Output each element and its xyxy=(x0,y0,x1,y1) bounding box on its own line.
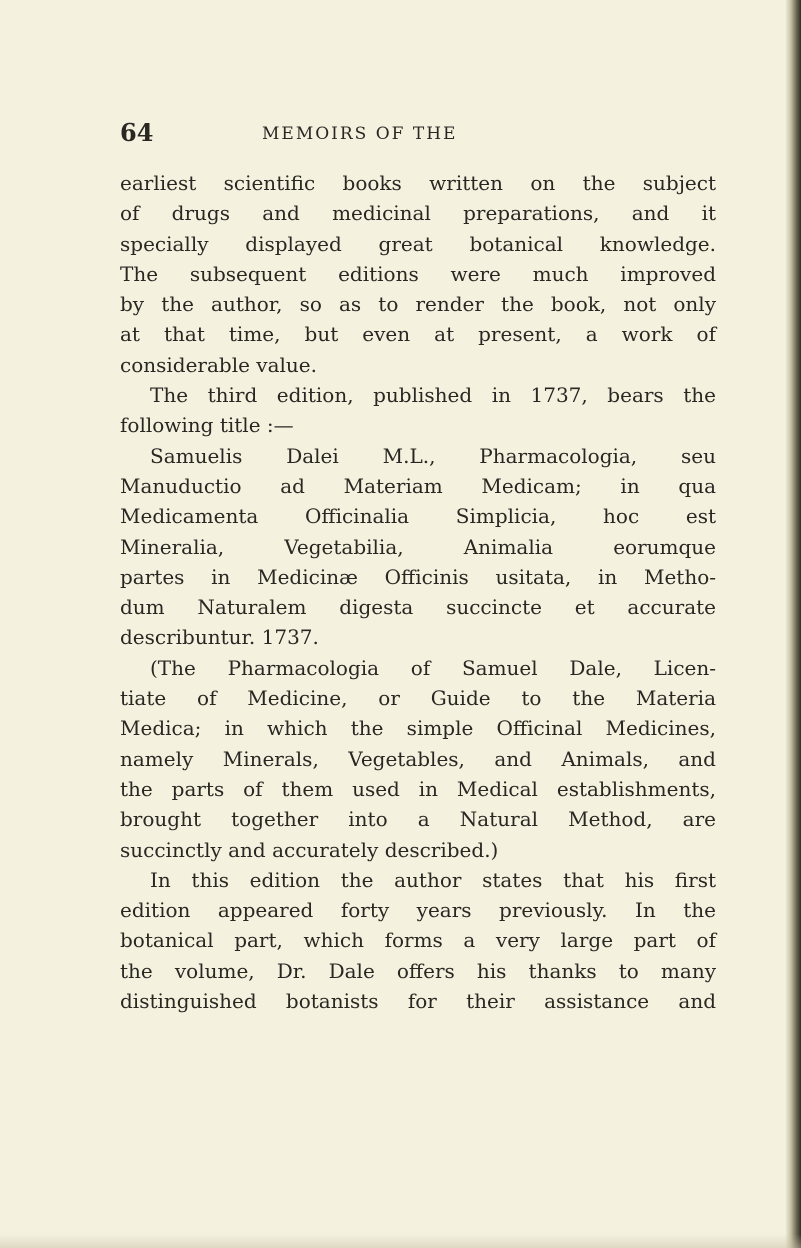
page-binding-edge xyxy=(785,0,801,1248)
page-number: 64 xyxy=(120,118,154,147)
text-line: Medicamenta Officinalia Simplicia, hoc est xyxy=(120,504,716,529)
text-line: Mineralia, Vegetabilia, Animalia eorumque xyxy=(120,534,716,559)
text-line: Manuductio ad Materiam Medicam; in qua xyxy=(120,473,716,498)
text-line: considerable value. xyxy=(120,352,317,377)
text-line: (The Pharmacologia of Samuel Dale, Licen- xyxy=(150,655,716,680)
text-line: earliest scientific books written on the subject xyxy=(120,171,716,195)
running-head: MEMOIRS OF THE xyxy=(262,124,458,144)
text-line: In this edition the author states that his first xyxy=(150,867,716,892)
text-line: partes in Medicinæ Officinis usitata, in Metho- xyxy=(120,564,716,589)
text-line: specially displayed great botanical knowledge. xyxy=(120,231,716,256)
text-line: distinguished botanists for their assistance and xyxy=(120,989,716,1014)
text-line: botanical part, which forms a very large part of xyxy=(120,928,716,953)
text-line: namely Minerals, Vegetables, and Animals, and xyxy=(120,746,716,771)
text-line: brought together into a Natural Method, are xyxy=(120,807,716,832)
text-line: at that time, but even at present, a work of xyxy=(120,322,716,347)
text-line: The subsequent editions were much improved xyxy=(120,261,716,286)
text-line: of drugs and medicinal preparations, and it xyxy=(120,201,716,226)
text-line: Samuelis Dalei M.L., Pharmacologia, seu xyxy=(150,443,716,468)
text-line: the volume, Dr. Dale offers his thanks to many xyxy=(120,958,716,983)
page-bottom-shadow xyxy=(0,1234,801,1248)
text-line: describuntur. 1737. xyxy=(120,625,319,650)
text-line: The third edition, published in 1737, bears the xyxy=(150,383,716,408)
text-line: dum Naturalem digesta succincte et accurate xyxy=(120,595,716,620)
text-line: following title :— xyxy=(120,413,294,438)
text-line: tiate of Medicine, or Guide to the Materia xyxy=(120,686,716,711)
text-line: Medica; in which the simple Officinal Medicines, xyxy=(120,716,716,741)
text-line: by the author, so as to render the book, not only xyxy=(120,292,716,317)
body-text xyxy=(120,168,716,1016)
page-header xyxy=(120,118,720,158)
text-line: the parts of them used in Medical establishments, xyxy=(120,776,716,801)
text-line: edition appeared forty years previously. In the xyxy=(120,898,716,923)
text-line: succinctly and accurately described.) xyxy=(120,837,499,862)
